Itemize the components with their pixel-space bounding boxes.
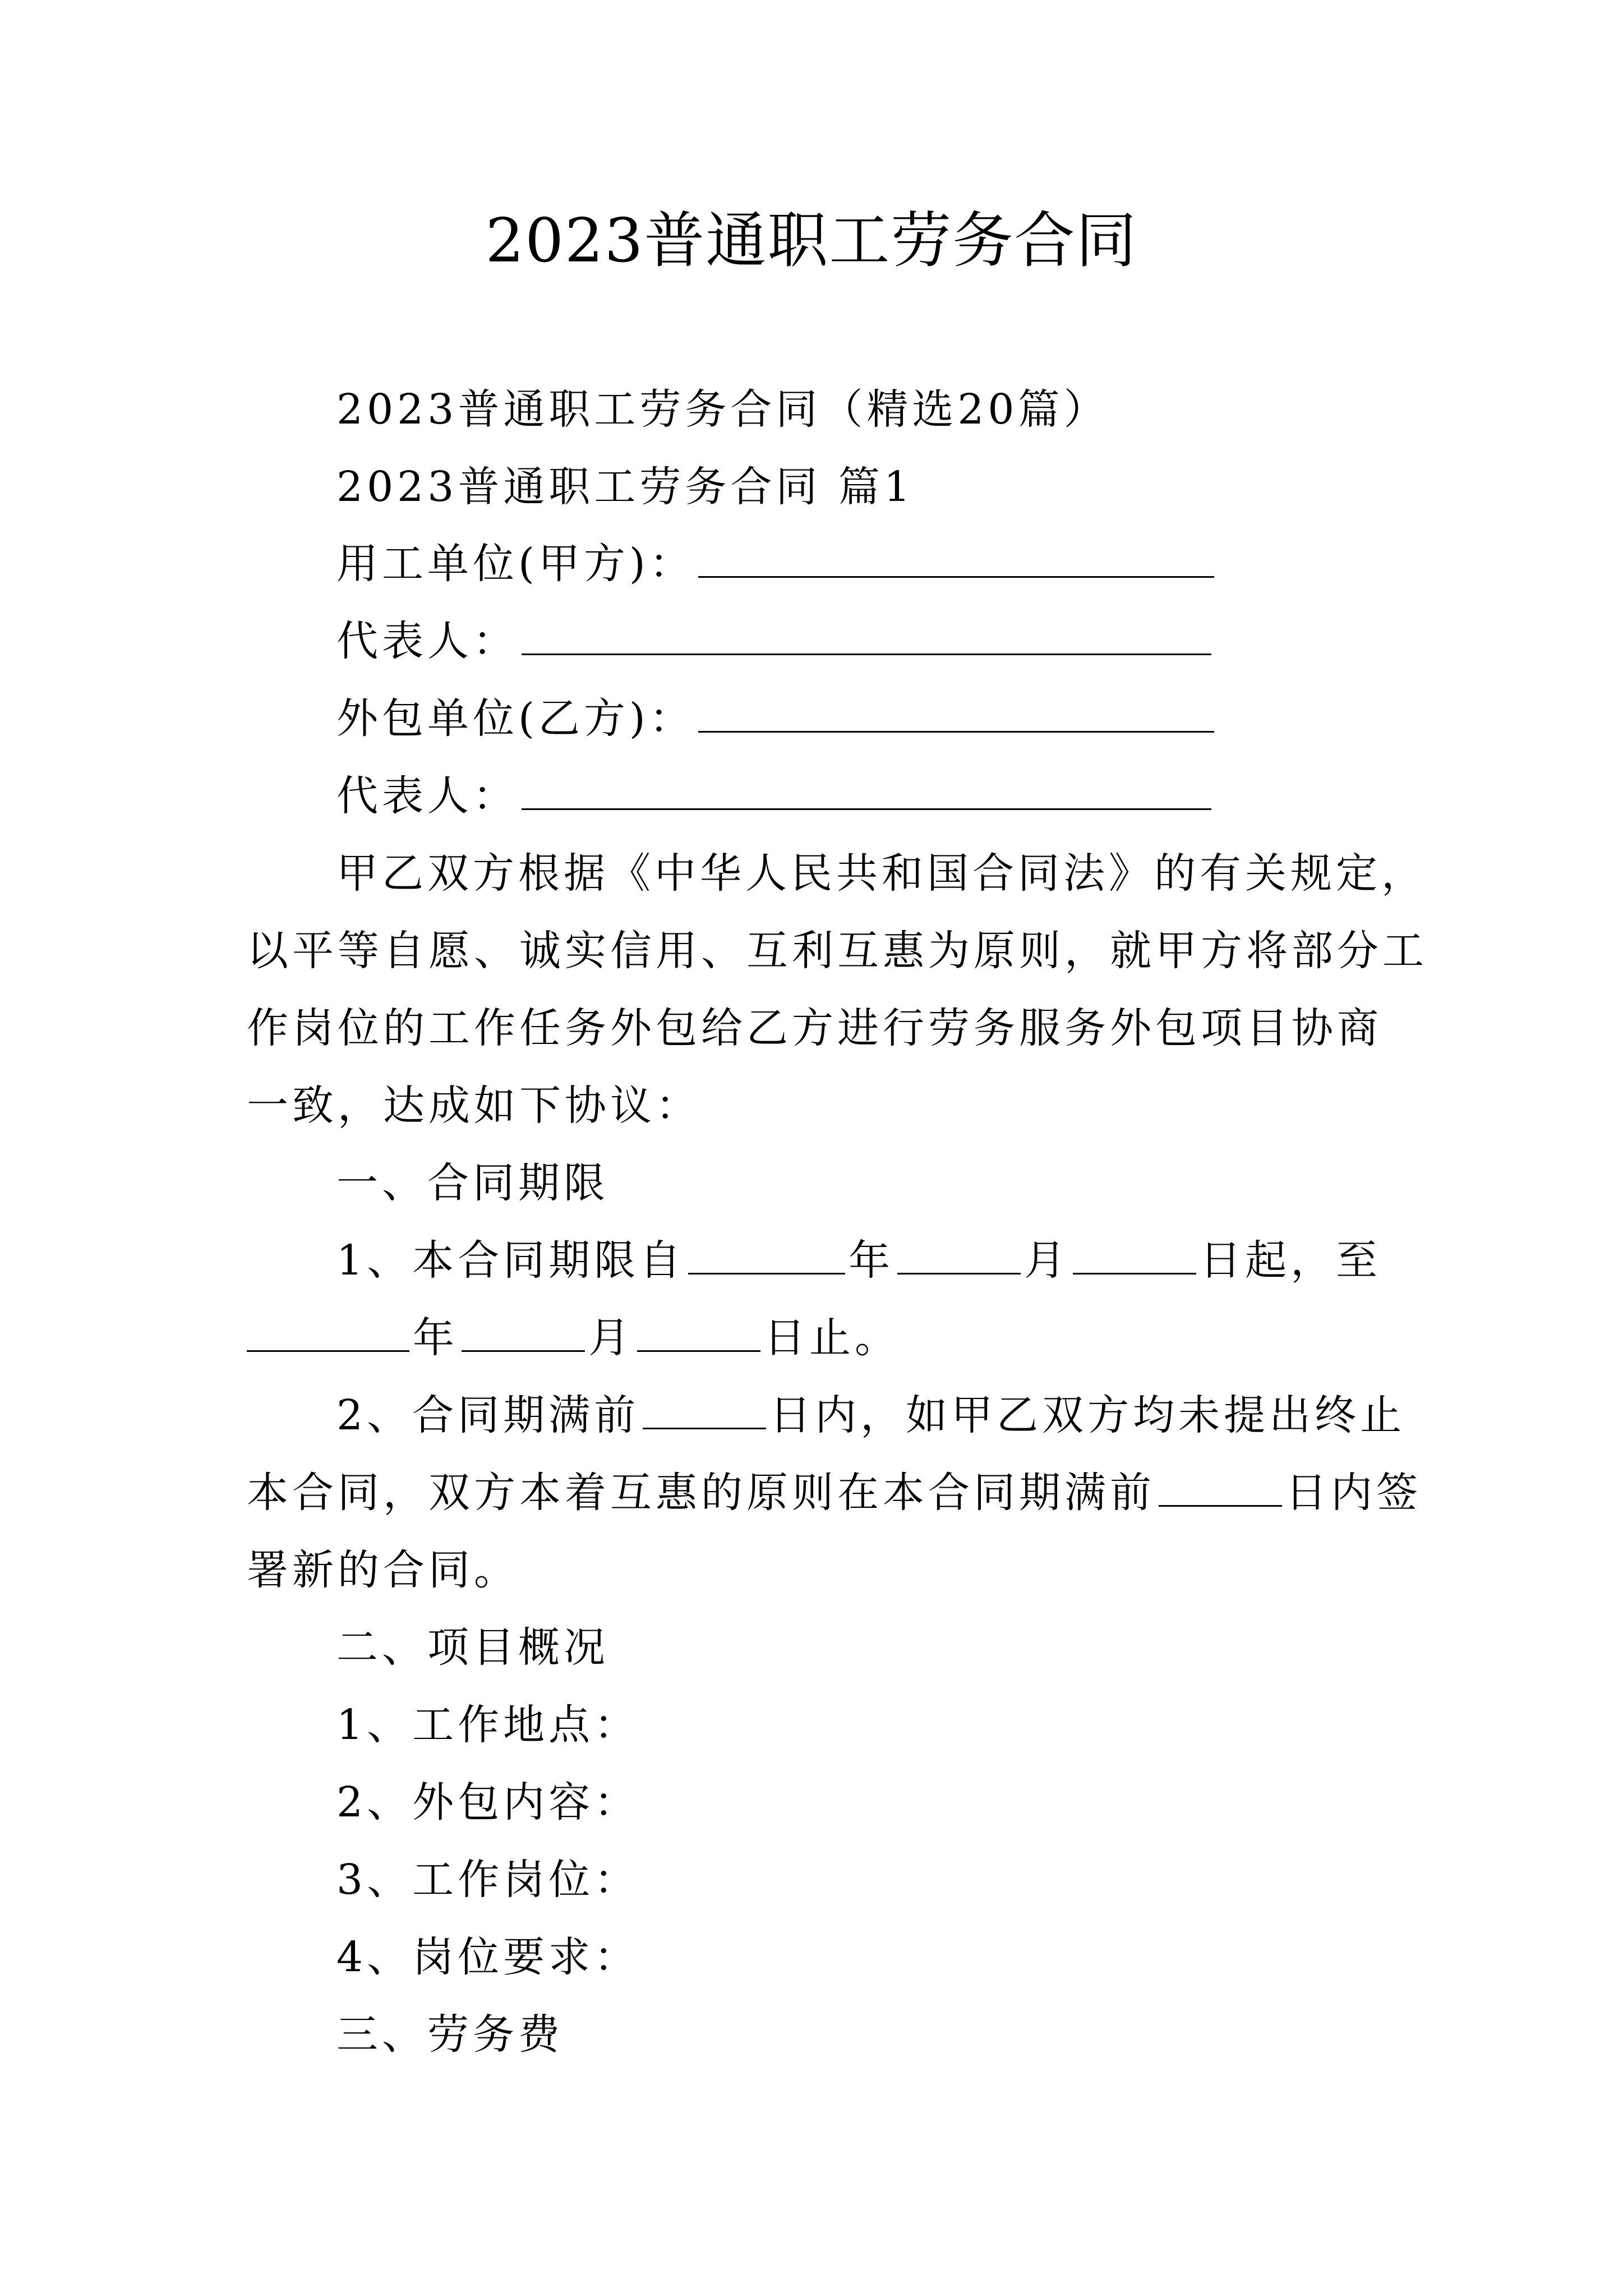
preamble-line-1: 甲乙双方根据《中华人民共和国合同法》的有关规定， xyxy=(336,849,1427,898)
project-item-4: 4、岗位要求： xyxy=(336,1933,640,1981)
employer-blank[interactable] xyxy=(698,576,1214,578)
project-item-2: 2、外包内容： xyxy=(336,1778,640,1826)
section-1-heading: 一、合同期限 xyxy=(336,1159,609,1207)
clause-text: 1、本合同期限自 xyxy=(336,1236,685,1285)
section-2-heading: 二、项目概况 xyxy=(336,1623,609,1672)
preamble-line-2: 以平等自愿、诚实信用、互利互惠为原则，就甲方将部分工 xyxy=(247,927,1428,975)
clause-text: 月 xyxy=(1024,1236,1070,1285)
clause-1-1-line-2 xyxy=(247,1310,900,1366)
notice-days-blank[interactable] xyxy=(643,1427,766,1429)
clause-1-2-line-3: 署新的合同。 xyxy=(247,1546,519,1594)
clause-text: 日起，至 xyxy=(1200,1236,1382,1285)
clause-text: 月 xyxy=(588,1314,634,1362)
clause-text: 年 xyxy=(413,1314,458,1362)
contractor-rep-field xyxy=(336,768,1215,824)
start-month-blank[interactable] xyxy=(897,1272,1021,1274)
employer-rep-field xyxy=(336,613,1215,669)
clause-text: 日止。 xyxy=(764,1314,900,1362)
document-title: 2023普通职工劳务合同 xyxy=(485,206,1138,276)
clause-1-2-line-1 xyxy=(336,1387,1405,1443)
renewal-days-blank[interactable] xyxy=(1159,1504,1282,1507)
end-day-blank[interactable] xyxy=(637,1350,760,1352)
contractor-rep-blank[interactable] xyxy=(522,808,1211,810)
contractor-label: 外包单位(乙方)： xyxy=(336,694,695,743)
employer-rep-label: 代表人： xyxy=(336,617,518,665)
end-month-blank[interactable] xyxy=(462,1350,585,1352)
clause-text: 日内，如甲乙双方均未提出终止 xyxy=(769,1391,1406,1439)
clause-text: 2、合同期满前 xyxy=(336,1391,640,1439)
project-item-1: 1、工作地点： xyxy=(336,1701,640,1749)
preamble-line-4: 一致，达成如下协议： xyxy=(247,1082,701,1130)
section-3-heading: 三、劳务费 xyxy=(336,2010,564,2059)
start-day-blank[interactable] xyxy=(1073,1272,1196,1274)
employer-rep-blank[interactable] xyxy=(522,653,1211,655)
start-year-blank[interactable] xyxy=(688,1272,845,1274)
subtitle: 2023普通职工劳务合同（精选20篇） xyxy=(336,385,1109,434)
project-item-3: 3、工作岗位： xyxy=(336,1856,640,1904)
clause-1-2-line-2 xyxy=(247,1465,1422,1521)
end-year-blank[interactable] xyxy=(247,1350,409,1352)
clause-1-1-line-1 xyxy=(336,1232,1381,1289)
section-heading: 2023普通职工劳务合同 篇1 xyxy=(336,463,914,511)
preamble-line-3: 作岗位的工作任务外包给乙方进行劳务服务外包项目协商 xyxy=(247,1004,1382,1052)
contractor-field xyxy=(336,691,1218,747)
employer-label: 用工单位(甲方)： xyxy=(336,540,695,588)
contractor-rep-label: 代表人： xyxy=(336,772,518,820)
clause-text: 年 xyxy=(849,1236,895,1285)
contractor-blank[interactable] xyxy=(698,730,1214,733)
clause-text: 本合同，双方本着互惠的原则在本合同期满前 xyxy=(247,1469,1155,1517)
employer-field xyxy=(336,536,1218,592)
clause-text: 日内签 xyxy=(1285,1469,1422,1517)
